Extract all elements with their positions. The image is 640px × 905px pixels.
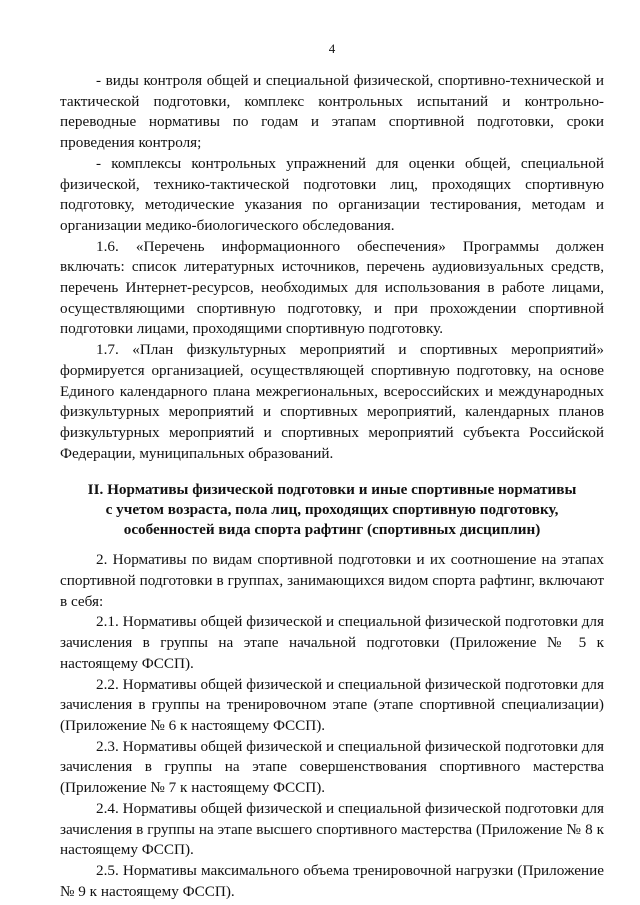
paragraph-2-2: 2.2. Нормативы общей физической и специальной физической подготовки для зачисления в группы на тренировочном этапе (этапе спортивной специализации) (Приложение № 6 к настоящему ФССП).: [60, 675, 604, 734]
paragraph-1-7: 1.7. «План физкультурных мероприятий и спортивных мероприятий» формируется организацией, осуществляющей спортивную подготовку, на основе Единого календарного плана межрегиональных, всероссийских и международных физкультурных мероприятий и спортивных мероприятий, календарных планов физкультурных мероприятий и спортивных мероприятий субъекта Российской Федерации, муниципальных образований.: [60, 341, 604, 462]
paragraph-2-4: 2.4. Нормативы общей физической и специальной физической подготовки для зачисления в группы на этапе высшего спортивного мастерства (Приложение № 8 к настоящему ФССП).: [60, 799, 604, 859]
paragraph-2-5: 2.5. Нормативы максимального объема тренировочной нагрузки (Приложение № 9 к настоящему ФССП).: [60, 861, 604, 900]
paragraph-2-1: 2.1. Нормативы общей физической и специальной физической подготовки для зачисления в группы на этапе начальной подготовки (Приложение № 5 к настоящему ФССП).: [60, 613, 604, 672]
section-heading-line-1: II. Нормативы физической подготовки и иные спортивные нормативы: [87, 481, 577, 499]
section-heading: [60, 480, 604, 540]
paragraph-control-types: - виды контроля общей и специальной физической, спортивно-технической и тактической подготовки, комплекс контрольных испытаний и контрольно-переводные нормативы по годам и этапам спортивной подготовки, сроки проведения контроля;: [60, 72, 604, 152]
section-heading-line-2: с учетом возраста, пола лиц, проходящих спортивную подготовку,: [105, 501, 559, 519]
paragraph-2-3: 2.3. Нормативы общей физической и специальной физической подготовки для зачисления в группы на этапе совершенствования спортивного мастерства (Приложение № 7 к настоящему ФССП).: [60, 737, 604, 797]
paragraph-2: 2. Нормативы по видам спортивной подготовки и их соотношение на этапах спортивной подготовки в группах, занимающихся видом спорта рафтинг, включают в себя:: [60, 551, 604, 610]
paragraph-control-exercises: - комплексы контрольных упражнений для оценки общей, специальной физической, технико-тактической подготовки лиц, проходящих спортивную подготовку, методические указания по организации тестирования, методам и организации медико-биологического обследования.: [60, 154, 604, 234]
section-heading-line-3: особенностей вида спорта рафтинг (спортивных дисциплин): [123, 521, 541, 539]
paragraph-1-6: 1.6. «Перечень информационного обеспечения» Программы должен включать: список литературных источников, перечень аудиовизуальных средств, перечень Интернет-ресурсов, необходимых для использования в работе лицами, осуществляющими спортивную подготовку, и при прохождении спортивной подготовки лицами, проходящими спортивную подготовку.: [60, 237, 604, 338]
page-number: 4: [328, 41, 336, 56]
